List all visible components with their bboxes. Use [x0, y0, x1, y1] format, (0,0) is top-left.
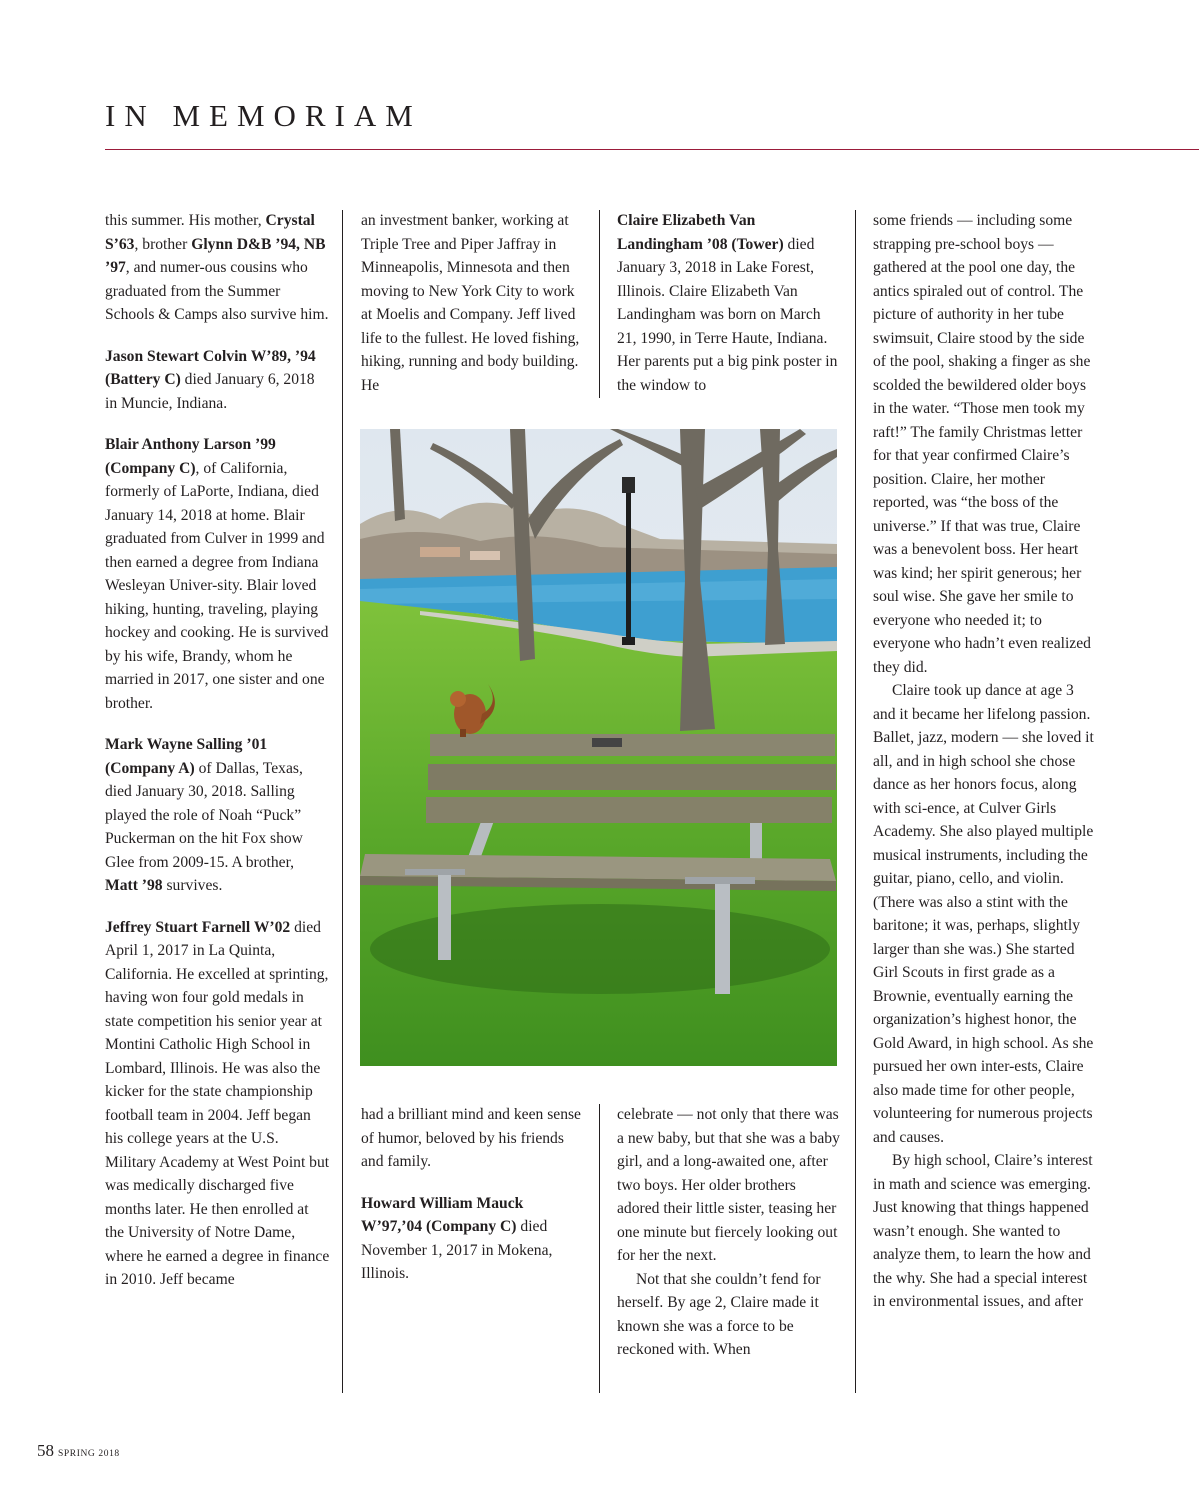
- obituary-name: Blair Anthony Larson ’99 (Company C): [105, 436, 276, 477]
- page-number: 58: [37, 1441, 54, 1460]
- obituary-name: Claire Elizabeth Van Landingham ’08 (Tower): [617, 212, 784, 253]
- issue-label: SPRING 2018: [58, 1449, 120, 1459]
- column-1: [105, 209, 330, 1292]
- column-divider-2-top: [599, 210, 600, 398]
- column-3-bottom: [617, 1103, 842, 1362]
- page-footer: [37, 1441, 120, 1461]
- obituary-colvin: Jason Stewart Colvin W’89, ’94 (Battery C) died January 6, 2018 in Muncie, Indiana.: [105, 347, 316, 412]
- obituary-van-landingham: Claire Elizabeth Van Landingham ’08 (Tower) died January 3, 2018 in Lake Forest, Illinois. Claire Elizabeth Van Landingham was born on March 21, 1990, in Terre Haute, Indiana. Her parents put a big pink poster in the window to: [617, 212, 838, 394]
- park-bench-photo: [360, 429, 837, 1066]
- obituary-larson: Blair Anthony Larson ’99 (Company C), of California, formerly of LaPorte, Indiana, died January 14, 2018 at home. Blair graduated from Culver in 1999 and then earned a degree from Indiana Wesleyan Univer-sity. Blair loved hiking, hunting, traveling, playing hockey and cooking. He is survived by his wife, Brandy, whom he married in 2017, one sister and one brother.: [105, 436, 329, 712]
- title-rule: [105, 149, 1199, 150]
- obituary-salling: Mark Wayne Salling ’01 (Company A) of Dallas, Texas, died January 30, 2018. Salling played the role of Noah “Puck” Puckerman on the hit Fox show Glee from 2009-15. A brother, Matt ’98 survives.: [105, 736, 303, 894]
- column-3-top: [617, 209, 842, 397]
- column-divider-3: [855, 210, 856, 1393]
- obituary-name: Mark Wayne Salling ’01 (Company A): [105, 736, 268, 777]
- obituary-farnell-continued: an investment banker, working at Triple Tree and Piper Jaffray in Minneapolis, Minnesota and then moving to New York City to work at Moelis and Company. Jeff lived life to the fullest. He loved fishing, hiking, running and body building. He: [361, 212, 580, 394]
- column-2-bottom: [361, 1103, 583, 1286]
- obituary-name: Jeffrey Stuart Farnell W’02: [105, 918, 291, 936]
- paragraph: celebrate — not only that there was a new baby, but that she was a baby girl, and a long-awaited one, after two boys. Her older brothers adored their little sister, teasing her one minute but fiercely looking out for her the next.: [617, 1106, 840, 1264]
- park-bench-illustration: [360, 429, 837, 1066]
- column-divider-1: [342, 210, 343, 1393]
- obituary-name: Jason Stewart Colvin W’89, ’94 (Battery C): [105, 347, 316, 388]
- obituary-continued: this summer. His mother, Crystal S’63, brother Glynn D&B ’94, NB ’97, and numer-ous cousins who graduated from the Summer Schools & Camps also survive him.: [105, 212, 329, 323]
- paragraph: By high school, Claire’s interest in math and science was emerging. Just knowing that things happened wasn’t enough. She wanted to analyze them, to learn the how and the why. She had a special interest in environmental issues, and after: [873, 1152, 1093, 1310]
- obituary-mauck: Howard William Mauck W’97,’04 (Company C) died November 1, 2017 in Mokena, Illinois.: [361, 1194, 553, 1282]
- obituary-name: Howard William Mauck W’97,’04 (Company C): [361, 1194, 524, 1235]
- column-divider-2-bottom: [599, 1104, 600, 1393]
- paragraph: Claire took up dance at age 3 and it became her lifelong passion. Ballet, jazz, modern — she loved it all, and in high school she chose dance as her honors focus, along with sci-ence, at Culver Girls Academy. She also played multiple musical instruments, including the guitar, piano, cello, and violin. (There was also a stint with the baritone; it was, perhaps, slightly larger than she was.) She started Girl Scouts in first grade as a Brownie, eventually earning the organization’s highest honor, the Gold Award, in high school. As she pursued her own inter-ests, Claire also made time for other people, volunteering for numerous projects and causes.: [873, 682, 1094, 1146]
- section-title: IN MEMORIAM: [105, 98, 422, 133]
- obituary-farnell: Jeffrey Stuart Farnell W’02 died April 1, 2017 in La Quinta, California. He excelled at sprinting, having won four gold medals in state competition his senior year at Montini Catholic High School in Lombard, Illinois. He was also the kicker for the state championship football team in 2004. Jeff began his college years at the U.S. Military Academy at West Point but was medically discharged five months later. He then enrolled at the University of Notre Dame, where he earned a degree in finance in 2010. Jeff became: [105, 918, 330, 1288]
- paragraph: Not that she couldn’t fend for herself. By age 2, Claire made it known she was a force to be reckoned with. When: [617, 1270, 821, 1358]
- paragraph: some friends — including some strapping pre-school boys — gathered at the pool one day, the antics spiraled out of control. The picture of authority in her tube swimsuit, Claire stood by the side of the pool, shaking a finger as she scolded the bewildered older boys in the water. “Those men took my raft!” The family Christmas letter for that year confirmed Claire’s position. Claire, her mother reported, was “the boss of the universe.” If that was true, Claire was a benevolent boss. Her heart was kind; her spirit generous; her soul wise. She gave her smile to everyone who needed it; to everyone who hadn’t even realized they did.: [873, 212, 1091, 676]
- column-4: [873, 209, 1096, 1314]
- obituary-farnell-end: had a brilliant mind and keen sense of humor, beloved by his friends and family.: [361, 1106, 581, 1170]
- column-2-top: [361, 209, 583, 397]
